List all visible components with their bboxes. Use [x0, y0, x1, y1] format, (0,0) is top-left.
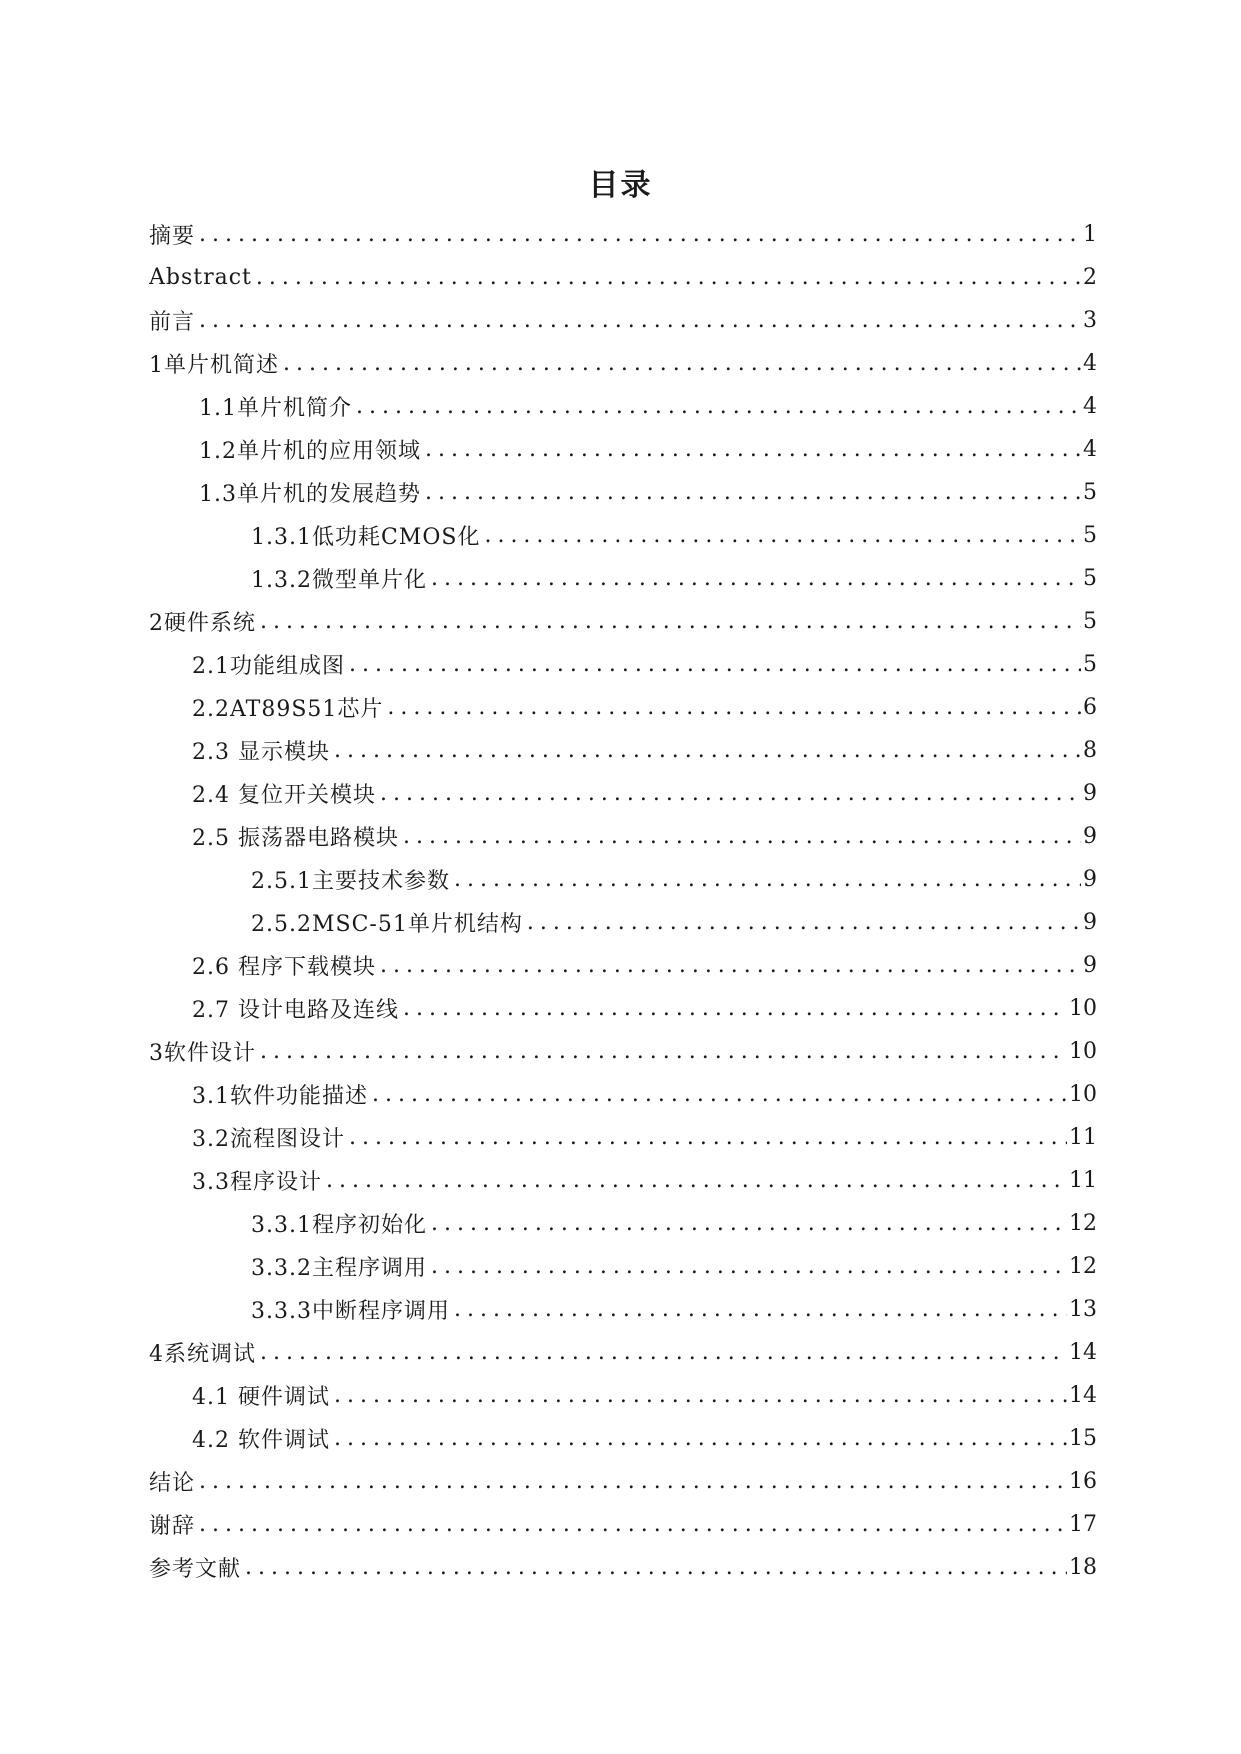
toc-entry-label: 3.3.3中断程序调用 [251, 1299, 450, 1324]
toc-entry-label: Abstract [149, 265, 252, 290]
toc-entry-label: 1.2单片机的应用领域 [199, 439, 421, 464]
toc-entry-page-number: 4 [1083, 351, 1097, 376]
toc-entry[interactable] [149, 686, 1097, 729]
toc-entry-label: 2.5.1主要技术参数 [251, 869, 450, 894]
dot-leader [387, 695, 1081, 720]
toc-entry-label: 2.4 复位开关模块 [192, 783, 376, 808]
toc-entry[interactable] [149, 1202, 1097, 1245]
toc-entry-label: 3.3程序设计 [192, 1170, 322, 1195]
toc-entry[interactable] [149, 213, 1097, 256]
toc-entry-page-number: 12 [1069, 1211, 1097, 1236]
toc-entry-label: 前言 [149, 310, 196, 335]
toc-entry-page-number: 9 [1083, 867, 1097, 892]
dot-leader [425, 437, 1081, 462]
toc-entry-page-number: 18 [1069, 1555, 1097, 1580]
toc-entry[interactable] [149, 514, 1097, 557]
toc-entry-label: 4.2 软件调试 [192, 1428, 330, 1453]
toc-entry-page-number: 14 [1069, 1383, 1097, 1408]
toc-entry[interactable] [149, 1417, 1097, 1460]
toc-entry[interactable] [149, 1116, 1097, 1159]
dot-leader [199, 222, 1081, 247]
toc-entry-page-number: 5 [1083, 609, 1097, 634]
dot-leader [199, 1512, 1067, 1537]
dot-leader [260, 1039, 1067, 1064]
toc-entry-label: 1.3.2微型单片化 [251, 568, 427, 593]
dot-leader [454, 1297, 1067, 1322]
toc-entry-page-number: 16 [1069, 1469, 1097, 1494]
toc-entry[interactable] [149, 1030, 1097, 1073]
dot-leader [349, 652, 1081, 677]
dot-leader [380, 781, 1081, 806]
dot-leader [380, 953, 1081, 978]
dot-leader [334, 738, 1081, 763]
toc-entry[interactable] [149, 772, 1097, 815]
dot-leader [326, 1168, 1067, 1193]
toc-entry-page-number: 4 [1083, 394, 1097, 419]
toc-entry[interactable] [149, 428, 1097, 471]
toc-entry-page-number: 11 [1069, 1168, 1097, 1193]
toc-entry-label: 2.7 设计电路及连线 [192, 998, 399, 1023]
toc-entry[interactable] [149, 1331, 1097, 1374]
toc-entry-page-number: 10 [1069, 1082, 1097, 1107]
toc-entry-label: 4.1 硬件调试 [192, 1385, 330, 1410]
toc-entry-label: 1.3单片机的发展趋势 [199, 482, 421, 507]
dot-leader [245, 1555, 1067, 1580]
toc-entry-label: 谢辞 [149, 1514, 196, 1539]
dot-leader [403, 824, 1081, 849]
dot-leader [431, 566, 1081, 591]
toc-entry-label: 1单片机简述 [149, 353, 279, 378]
toc-entry-page-number: 5 [1083, 566, 1097, 591]
toc-entry-label: 2.2AT89S51芯片 [192, 697, 384, 722]
dot-leader [334, 1383, 1067, 1408]
toc-entry[interactable] [149, 557, 1097, 600]
dot-leader [256, 265, 1081, 290]
toc-entry-label: 3软件设计 [149, 1041, 256, 1066]
toc-entry-page-number: 5 [1083, 652, 1097, 677]
toc-entry[interactable] [149, 1460, 1097, 1503]
toc-entry-label: 4系统调试 [149, 1342, 256, 1367]
dot-leader [283, 351, 1081, 376]
toc-entry-page-number: 14 [1069, 1340, 1097, 1365]
toc-entry-page-number: 8 [1083, 738, 1097, 763]
toc-entry-page-number: 17 [1069, 1512, 1097, 1537]
toc-entry[interactable] [149, 1546, 1097, 1589]
toc-entry[interactable] [149, 643, 1097, 686]
dot-leader [484, 523, 1081, 548]
toc-entry-label: 2.6 程序下载模块 [192, 955, 376, 980]
toc-entry[interactable] [149, 1288, 1097, 1331]
toc-entry-page-number: 10 [1069, 1039, 1097, 1064]
dot-leader [260, 609, 1081, 634]
toc-entry[interactable] [149, 600, 1097, 643]
toc-entry-page-number: 2 [1083, 265, 1097, 290]
dot-leader [527, 910, 1081, 935]
page-title: 目录 [588, 168, 653, 203]
toc-entry[interactable] [149, 944, 1097, 987]
toc-entry-label: 3.2流程图设计 [192, 1127, 345, 1152]
toc-entry[interactable] [149, 1245, 1097, 1288]
toc-entry-label: 结论 [149, 1471, 196, 1496]
toc-entry-label: 1.3.1低功耗CMOS化 [251, 525, 481, 550]
toc-entry-page-number: 5 [1083, 523, 1097, 548]
toc-entry-page-number: 13 [1069, 1297, 1097, 1322]
toc-entry-label: 2.5.2MSC-51单片机结构 [251, 912, 523, 937]
toc-entry-page-number: 15 [1069, 1426, 1097, 1451]
toc-entry-page-number: 1 [1083, 222, 1097, 247]
dot-leader [334, 1426, 1067, 1451]
dot-leader [349, 1125, 1067, 1150]
toc-entry-label: 3.3.2主程序调用 [251, 1256, 427, 1281]
toc-entry[interactable] [149, 385, 1097, 428]
toc-entry-page-number: 12 [1069, 1254, 1097, 1279]
toc-entry-page-number: 5 [1083, 480, 1097, 505]
toc-entry-label: 3.1软件功能描述 [192, 1084, 368, 1109]
dot-leader [431, 1254, 1067, 1279]
toc-entry-label: 2.5 振荡器电路模块 [192, 826, 399, 851]
toc-entry[interactable] [149, 815, 1097, 858]
toc-entry-label: 2.3 显示模块 [192, 740, 330, 765]
toc-entry-page-number: 9 [1083, 781, 1097, 806]
toc-entry-page-number: 3 [1083, 308, 1097, 333]
toc-entry[interactable] [149, 1374, 1097, 1417]
toc-entry-label: 摘要 [149, 224, 196, 249]
toc-entry-label: 2硬件系统 [149, 611, 256, 636]
table-of-contents [149, 213, 1097, 1589]
toc-entry-page-number: 11 [1069, 1125, 1097, 1150]
dot-leader [403, 996, 1067, 1021]
toc-entry[interactable] [149, 858, 1097, 901]
toc-entry-page-number: 9 [1083, 910, 1097, 935]
dot-leader [454, 867, 1081, 892]
toc-entry-label: 1.1单片机简介 [199, 396, 352, 421]
dot-leader [199, 1469, 1067, 1494]
toc-entry-label: 参考文献 [149, 1557, 242, 1582]
dot-leader [260, 1340, 1067, 1365]
toc-entry[interactable] [149, 342, 1097, 385]
toc-entry-page-number: 9 [1083, 824, 1097, 849]
toc-entry[interactable] [149, 1503, 1097, 1546]
toc-entry[interactable] [149, 471, 1097, 514]
toc-entry[interactable] [149, 299, 1097, 342]
dot-leader [425, 480, 1081, 505]
toc-entry[interactable] [149, 256, 1097, 299]
toc-entry-page-number: 9 [1083, 953, 1097, 978]
dot-leader [199, 308, 1081, 333]
toc-entry-label: 3.3.1程序初始化 [251, 1213, 427, 1238]
toc-entry-label: 2.1功能组成图 [192, 654, 345, 679]
toc-entry[interactable] [149, 987, 1097, 1030]
dot-leader [431, 1211, 1067, 1236]
toc-entry[interactable] [149, 729, 1097, 772]
toc-entry[interactable] [149, 901, 1097, 944]
toc-entry[interactable] [149, 1073, 1097, 1116]
toc-entry-page-number: 6 [1083, 695, 1097, 720]
dot-leader [356, 394, 1081, 419]
toc-entry[interactable] [149, 1159, 1097, 1202]
toc-entry-page-number: 10 [1069, 996, 1097, 1021]
dot-leader [372, 1082, 1067, 1107]
toc-entry-page-number: 4 [1083, 437, 1097, 462]
